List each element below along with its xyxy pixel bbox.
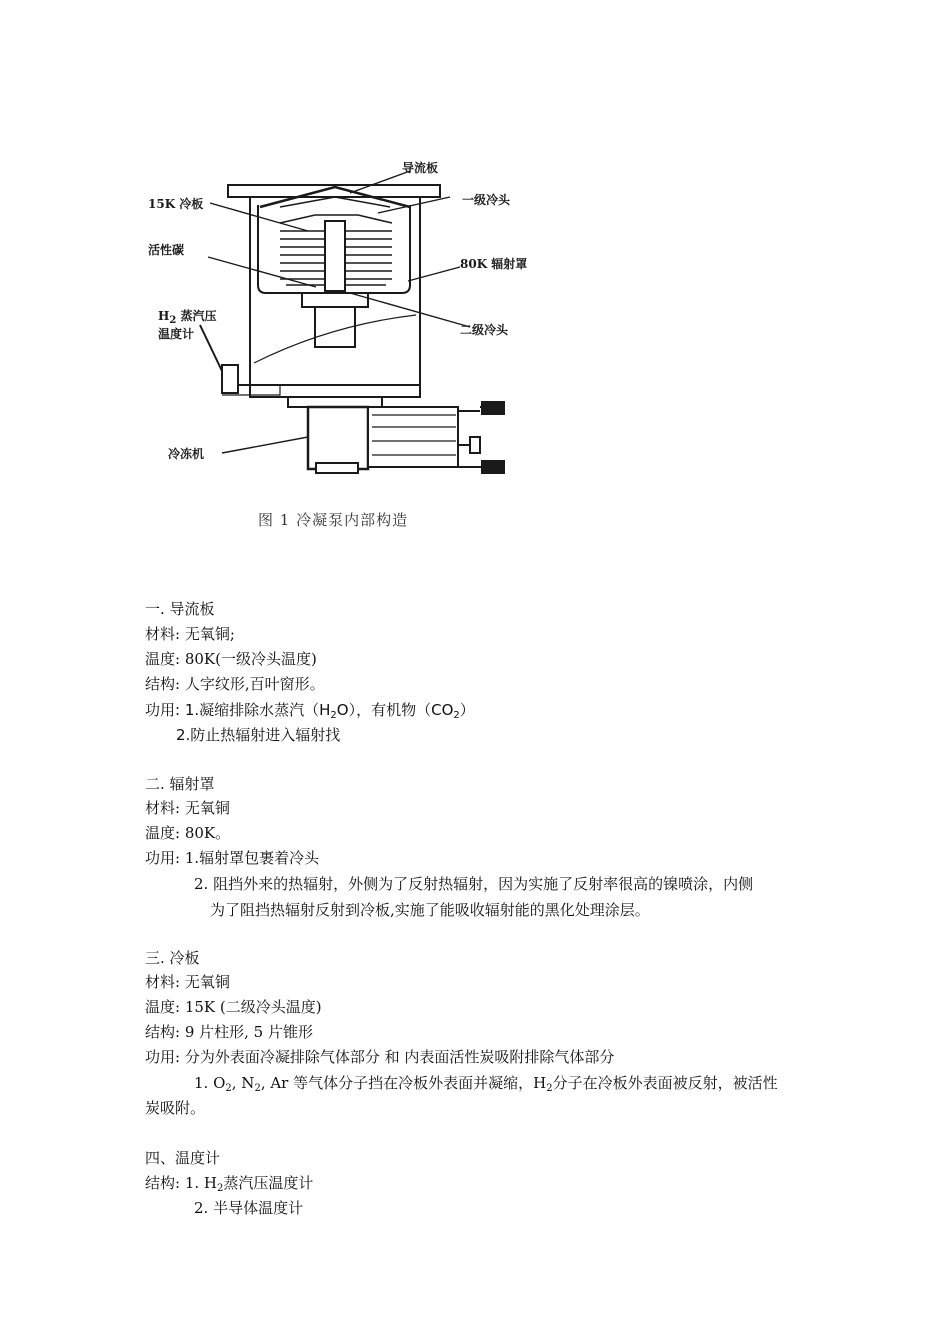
label-refrigerator: 冷冻机 bbox=[168, 447, 205, 461]
section2-function-2: 2. 阻挡外来的热辐射，外侧为了反射热辐射，因为实施了反射率很高的镍喷涂，内侧 bbox=[194, 875, 754, 893]
section3-note-1-cont: 炭吸附。 bbox=[145, 1099, 206, 1117]
section2-temperature: 温度: 80K。 bbox=[145, 824, 231, 842]
leader-shield bbox=[408, 267, 460, 281]
section2-material: 材料: 无氧铜 bbox=[145, 799, 230, 817]
section3-temperature: 温度: 15K (二级冷头温度) bbox=[145, 998, 322, 1016]
leader-stage1 bbox=[378, 197, 450, 213]
label-stage2-head: 二级冷头 bbox=[460, 323, 509, 337]
section3-material: 材料: 无氧铜 bbox=[145, 973, 230, 991]
label-cold-plate-15k: 15K 冷板 bbox=[148, 197, 204, 211]
section1-function-2: 2.防止热辐射进入辐射找 bbox=[176, 726, 341, 744]
section2-heading: 二. 辐射罩 bbox=[145, 775, 215, 793]
section3-structure: 结构: 9 片柱形, 5 片锥形 bbox=[145, 1023, 313, 1041]
section1-function-1: 功用: 1.凝缩排除水蒸汽$(H_2O)$，有机物$(CO_2)$ bbox=[145, 701, 475, 721]
section3-note-1: 1. $O_2$, $N_2$, Ar 等气体分子挡在冷板外表面并凝缩，$H_2$分子在冷板外表面被反射，被活性 bbox=[194, 1074, 778, 1094]
section2-function-2-cont: 为了阻挡热辐射反射到冷板,实施了能吸收辐射能的黑化处理涂层。 bbox=[210, 901, 650, 919]
leader-refrigerator bbox=[222, 437, 308, 453]
section4-heading: 四、温度计 bbox=[145, 1149, 221, 1167]
section1-temperature: 温度: 80K(一级冷头温度) bbox=[145, 650, 317, 668]
label-charcoal: 活性碳 bbox=[148, 243, 185, 257]
label-shield-80k: 80K 辐射罩 bbox=[460, 257, 528, 271]
leader-stage2 bbox=[350, 293, 470, 327]
section1-structure: 结构: 人字纹形,百叶窗形。 bbox=[145, 675, 325, 693]
leader-charcoal bbox=[208, 257, 316, 287]
pump-diagram bbox=[140, 145, 540, 490]
section1-material: 材料: 无氧铜; bbox=[145, 625, 235, 643]
figure-caption: 图 1 冷凝泵内部构造 bbox=[258, 511, 409, 529]
label-stage1-head: 一级冷头 bbox=[462, 193, 511, 207]
section4-structure-1: 结构: 1. $H_2$蒸汽压温度计 bbox=[145, 1174, 314, 1194]
label-guide-plate: 导流板 bbox=[402, 161, 439, 175]
section4-structure-2: 2. 半导体温度计 bbox=[194, 1199, 304, 1217]
section1-heading: 一. 导流板 bbox=[145, 600, 215, 618]
cold-head-column bbox=[325, 221, 345, 291]
refrigerator-body bbox=[308, 407, 368, 469]
h2-thermometer bbox=[222, 365, 238, 393]
label-h2-thermometer: $H_2$ 蒸汽压 bbox=[158, 309, 217, 326]
section3-function: 功用: 分为外表面冷凝排除气体部分 和 内表面活性炭吸附排除气体部分 bbox=[145, 1048, 615, 1066]
section2-function-1: 功用: 1.辐射罩包裹着冷头 bbox=[145, 849, 320, 867]
section3-heading: 三. 冷板 bbox=[145, 949, 200, 967]
label-h2-thermometer-line2: 温度计 bbox=[158, 327, 195, 341]
